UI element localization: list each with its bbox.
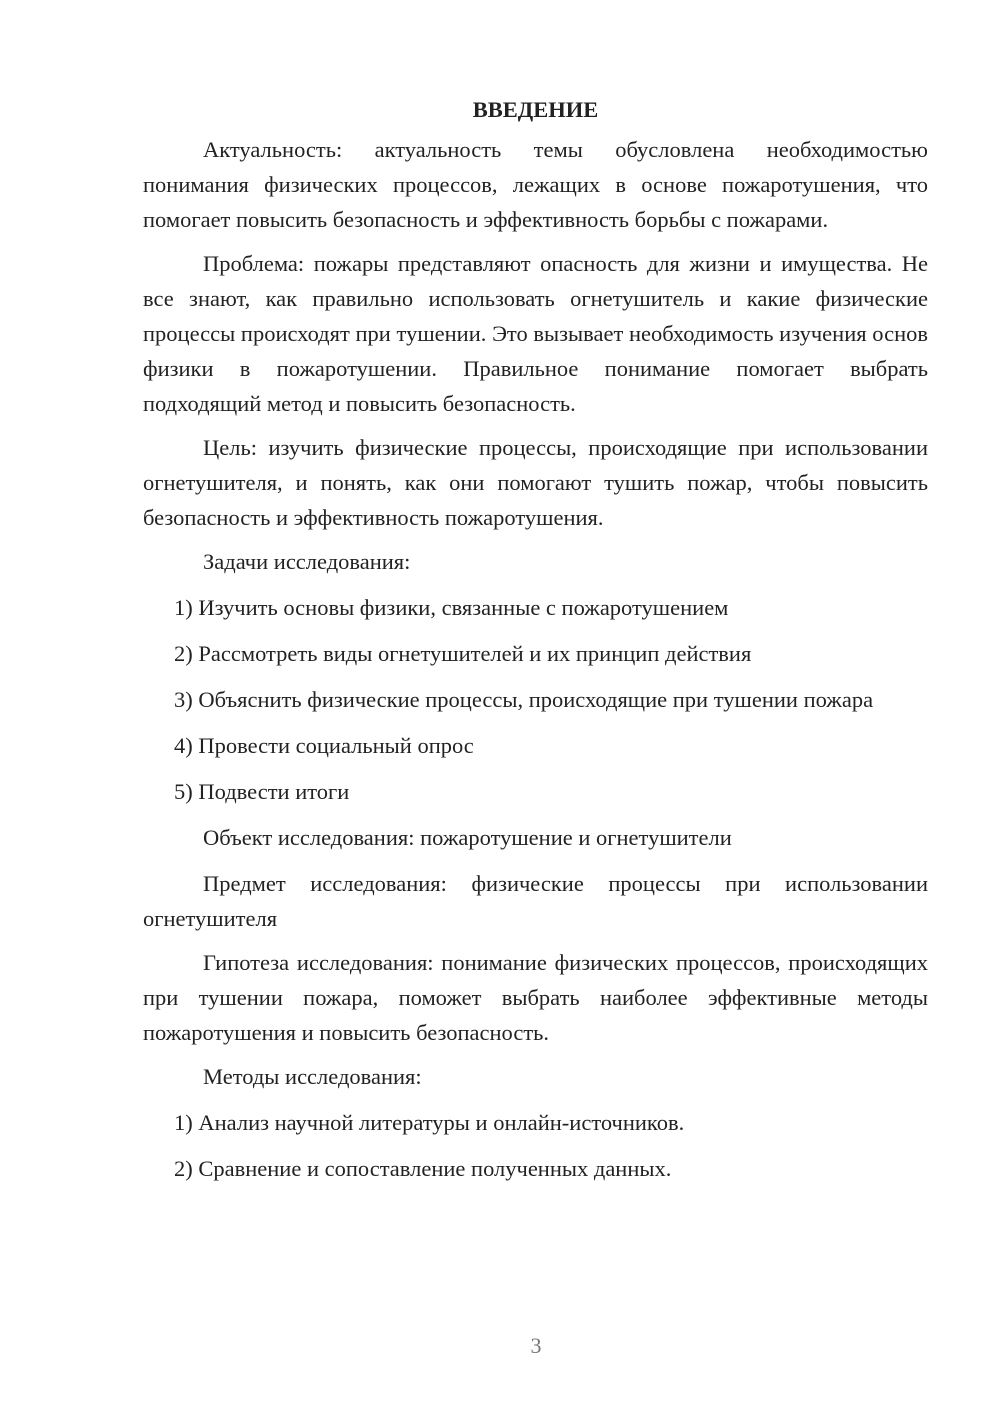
page-number: 3 (530, 1333, 542, 1358)
task-item-5: 5) Подвести итоги (174, 779, 350, 804)
methods-heading: Методы исследования: (203, 1064, 422, 1089)
problem-paragraph: Проблема: пожары представляют опасность для жизни и имущества. Не все знают, как правильно использовать огнетушитель и какие физические процессы происходят при тушении. Это вызывает необходимость изучения основ физики в пожаротушении. Правильное понимание помогает выбрать подходящий метод и повысить безопасность. (143, 251, 928, 416)
page-content (143, 95, 928, 1197)
task-item-4: 4) Провести социальный опрос (174, 733, 474, 758)
subject-paragraph: Предмет исследования: физические процессы при использовании огнетушителя (143, 871, 928, 931)
task-item-2: 2) Рассмотреть виды огнетушителей и их принцип действия (174, 641, 752, 666)
section-title: ВВЕДЕНИЕ (472, 97, 599, 122)
task-item-3: 3) Объяснить физические процессы, происходящие при тушении пожара (174, 687, 874, 712)
method-item-2: 2) Сравнение и сопоставление полученных данных. (174, 1156, 672, 1181)
object-paragraph: Объект исследования: пожаротушение и огнетушители (203, 825, 732, 850)
tasks-heading: Задачи исследования: (203, 549, 411, 574)
goal-paragraph: Цель: изучить физические процессы, происходящие при использовании огнетушителя, и понять, как они помогают тушить пожар, чтобы повысить безопасность и эффективность пожаротушения. (143, 435, 928, 530)
hypothesis-paragraph: Гипотеза исследования: понимание физических процессов, происходящих при тушении пожара, поможет выбрать наиболее эффективные методы пожаротушения и повысить безопасность. (143, 950, 928, 1045)
method-item-1: 1) Анализ научной литературы и онлайн-источников. (174, 1110, 685, 1135)
task-item-1: 1) Изучить основы физики, связанные с пожаротушением (174, 595, 729, 620)
relevance-paragraph: Актуальность: актуальность темы обусловлена необходимостью понимания физических процессов, лежащих в основе пожаротушения, что помогает повысить безопасность и эффективность борьбы с пожарами. (143, 137, 928, 232)
